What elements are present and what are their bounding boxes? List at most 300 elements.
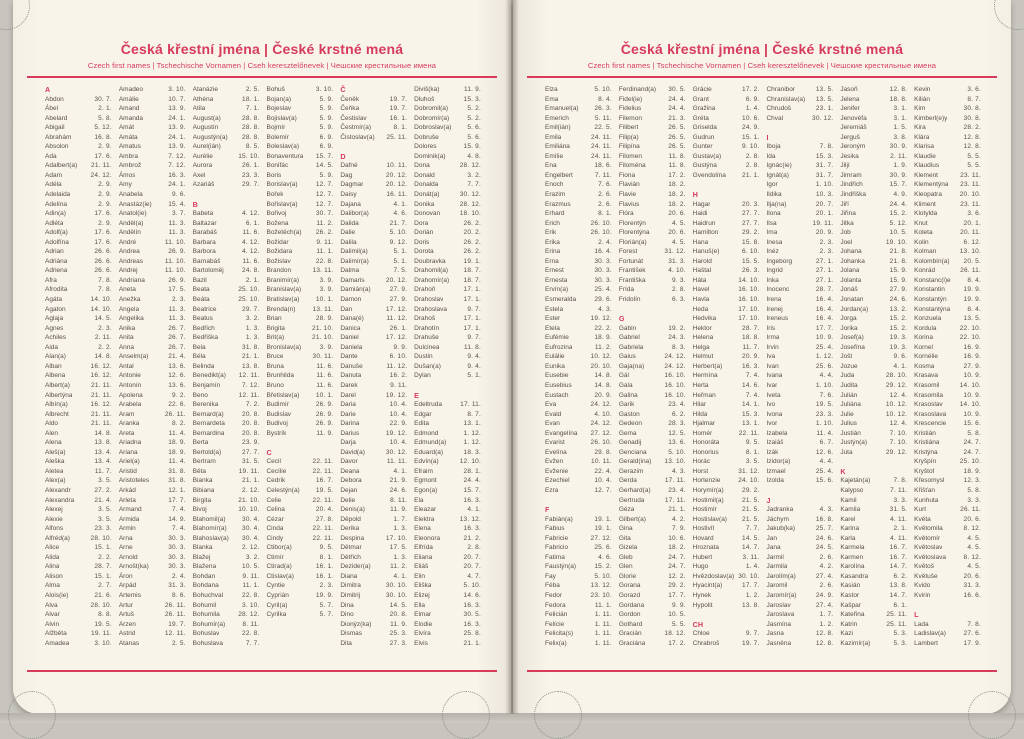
name-day-date: 16. 12. (90, 362, 112, 370)
name-day-date: 23. 4. (668, 401, 686, 409)
given-name: Blažena (192, 563, 217, 571)
name-day-entry (619, 429, 686, 439)
name-day-date: 16. 7. (889, 544, 908, 552)
name-day-entry (45, 400, 112, 410)
given-name: Křesomysl (914, 477, 945, 485)
given-name: Dismas (340, 630, 362, 638)
given-name: Květoslav (914, 544, 943, 552)
name-day-date: 24. 12. (590, 401, 612, 409)
given-name: Bedřiška (192, 334, 218, 342)
name-day-entry (414, 400, 481, 410)
name-day-entry (840, 505, 907, 515)
name-day-entry (766, 219, 833, 229)
name-day-date: 26. 6. (94, 248, 112, 256)
name-day-date: 30. 12. (385, 448, 408, 456)
name-day-date: 11. 3. (168, 229, 186, 237)
name-day-entry (45, 295, 112, 305)
name-day-date: 1. 2. (819, 620, 834, 628)
name-day-date: 26. 7. (168, 324, 186, 332)
given-name: Ezra (545, 486, 559, 494)
name-day-entry (545, 467, 612, 477)
given-name: Gorazd (618, 591, 641, 599)
name-day-entry (193, 371, 260, 381)
name-day-date: 8. 12. (963, 553, 981, 561)
name-day-date: 15. 2. (594, 563, 612, 571)
name-day-date: 8. 2. (172, 420, 186, 428)
name-day-entry (619, 180, 686, 190)
given-name: Doris (414, 238, 430, 246)
name-day-entry (914, 352, 981, 362)
name-day-entry (266, 601, 333, 611)
name-day-date: 26. 1. (242, 162, 260, 170)
name-day-entry (193, 247, 260, 257)
name-day-date: 28. 12. (238, 611, 260, 619)
name-day-date: 24. 1. (168, 133, 186, 141)
name-day-entry (766, 448, 833, 458)
given-name: Alex(a) (45, 477, 66, 485)
name-day-date: 21. 7. (389, 219, 408, 227)
given-name: Ilona (766, 210, 781, 218)
name-day-entry (266, 171, 333, 181)
name-day-date: 7. 9. (672, 525, 686, 533)
name-day-date: 7. 5. (393, 267, 408, 275)
given-name: Filemon (618, 114, 642, 122)
name-day-date: 4. 8. (467, 152, 481, 160)
name-day-entry (266, 534, 333, 544)
name-day-date: 30. 8. (963, 105, 981, 113)
given-name: Gita (618, 534, 631, 542)
given-name: Arleta (118, 496, 136, 504)
name-day-date: 13. 8. (889, 582, 908, 590)
given-name: Filip(a) (618, 133, 639, 141)
name-day-date: 25. 4. (815, 343, 834, 351)
given-name: Inesa (766, 238, 783, 246)
name-day-entry (914, 476, 981, 486)
name-day-date: 25. 6. (815, 362, 834, 370)
given-name: Budimír (266, 401, 289, 409)
name-day-entry (119, 457, 186, 467)
given-name: Knut (914, 219, 928, 227)
name-day-entry (693, 228, 760, 238)
name-day-date: 16. 3. (463, 620, 481, 628)
name-day-date: 7. 10. (889, 429, 908, 437)
name-day-date: 17. 9. (963, 639, 981, 647)
name-day-date: 11. 8. (668, 162, 686, 170)
name-day-date: 16. 4. (594, 248, 612, 256)
given-name: Inocenc (766, 286, 790, 294)
name-day-entry (545, 247, 612, 257)
name-day-date: 26. 10. (590, 229, 612, 237)
name-day-date: 9. 6. (893, 353, 908, 361)
given-name: Davor (340, 458, 358, 466)
spacer-row (414, 381, 481, 391)
name-day-date: 11. 10. (164, 267, 186, 275)
name-day-entry (119, 381, 186, 391)
name-day-date: 13. 5. (815, 86, 834, 93)
given-name: Albrecht (45, 410, 69, 418)
name-day-date: 7. 11. (890, 486, 908, 494)
letter-header (766, 133, 833, 143)
name-day-entry (193, 114, 260, 124)
given-name: Jorga (840, 315, 857, 323)
name-day-date: 3. 10. (315, 86, 334, 93)
name-day-entry (266, 553, 333, 563)
name-day-entry (840, 305, 907, 315)
name-day-date: 8. 1. (745, 448, 760, 456)
given-name: Apolena (118, 391, 143, 399)
given-name: Bernard(a) (192, 410, 224, 418)
name-day-entry (193, 419, 260, 429)
given-name: Dalila (340, 238, 357, 246)
name-day-date: 10. 9. (963, 391, 981, 399)
name-day-entry (193, 152, 260, 162)
name-day-entry (266, 200, 333, 210)
name-day-entry (619, 438, 686, 448)
name-day-date: 26. 5. (668, 124, 686, 132)
name-day-entry (619, 524, 686, 534)
name-day-entry (766, 467, 833, 477)
name-day-entry (340, 190, 407, 200)
given-name: Konrád (914, 267, 936, 275)
name-day-entry (119, 305, 186, 315)
name-day-entry (840, 352, 907, 362)
name-day-entry (266, 543, 333, 553)
name-day-entry (414, 572, 481, 582)
name-day-date: 27. 12. (590, 429, 612, 437)
name-day-date: 16. 6. (963, 591, 981, 599)
name-day-entry (340, 610, 407, 620)
given-name: Jana (766, 544, 781, 552)
name-day-date: 2. 12. (242, 544, 260, 552)
name-day-entry (45, 419, 112, 429)
name-day-date: 23. 9. (242, 439, 260, 447)
name-day-date: 15. 2. (889, 324, 908, 332)
name-day-date: 16. 9. (963, 353, 981, 361)
name-day-date: 2. 5. (172, 639, 186, 647)
name-day-entry (545, 133, 612, 143)
given-name: Adelína (45, 200, 68, 208)
given-name: Brit(a) (266, 334, 285, 342)
given-name: Klaudius (914, 162, 940, 170)
name-day-entry (340, 620, 407, 630)
name-day-date: 13. 6. (668, 439, 686, 447)
name-day-date: 27. 7. (742, 210, 760, 218)
given-name: Hagar (692, 200, 711, 208)
name-day-date: 15. 2. (889, 210, 908, 218)
given-name: Ilsa (766, 219, 777, 227)
name-day-entry (414, 486, 481, 496)
name-day-date: 13. 10. (664, 458, 686, 466)
name-day-entry (619, 381, 686, 391)
name-day-date: 16. 12. (90, 372, 112, 380)
given-name: Bonifác (266, 162, 289, 170)
given-name: Jimram (840, 171, 862, 179)
given-name: Amanda (118, 114, 144, 122)
name-day-entry (766, 534, 833, 544)
name-day-entry (266, 247, 333, 257)
name-day-entry (545, 352, 612, 362)
given-name: Ferdinand(a) (618, 86, 657, 93)
given-name: Emanuel(a) (545, 105, 579, 113)
name-day-entry (266, 410, 333, 420)
name-day-date: 13. 8. (242, 362, 260, 370)
given-name: Bohdana (192, 582, 219, 590)
name-day-entry (840, 314, 907, 324)
given-name: Fabián(a) (545, 515, 573, 523)
name-day-entry (545, 391, 612, 401)
name-day-date: 3. 2. (245, 553, 260, 561)
name-day-date: 2. 2. (98, 553, 112, 561)
name-day-date: 21. 8. (889, 248, 908, 256)
name-day-date: 26. 7. (168, 343, 186, 351)
name-day-entry (45, 448, 112, 458)
name-day-entry (119, 219, 186, 229)
name-day-date: 7. 7. (745, 525, 760, 533)
name-day-entry (45, 391, 112, 401)
name-day-entry (414, 266, 481, 276)
page-title: Česká křestní jména | České krstné mená (120, 41, 404, 57)
name-day-entry (766, 85, 833, 95)
name-day-entry (619, 457, 686, 467)
given-name: Klotylda (914, 210, 938, 218)
given-name: Gražina (692, 105, 716, 113)
name-day-date: 6. 2. (893, 572, 908, 580)
name-day-entry (619, 295, 686, 305)
name-day-entry (266, 352, 333, 362)
given-name: Gedeon (618, 420, 642, 428)
name-day-entry (545, 95, 612, 105)
name-day-date: 24. 4. (668, 105, 686, 113)
name-day-date: 3. 6. (967, 86, 981, 93)
name-day-entry (840, 591, 907, 601)
name-day-entry (414, 114, 481, 124)
given-name: Egon(a) (414, 486, 438, 494)
given-name: Dylan (414, 372, 431, 380)
name-day-date: 29. 12. (885, 381, 908, 389)
name-day-date: 30. 3. (168, 534, 186, 542)
name-day-entry (914, 247, 981, 257)
name-day-entry (193, 543, 260, 553)
given-name: Emerich (545, 114, 569, 122)
name-day-entry (840, 391, 907, 401)
given-name: Evan (545, 420, 560, 428)
name-day-date: 24. 6. (389, 486, 408, 494)
name-day-date: 21. 1. (463, 639, 481, 647)
name-day-date: 16. 3. (463, 496, 481, 504)
name-day-entry (914, 591, 981, 601)
name-day-entry (840, 381, 907, 391)
given-name: Eufémie (545, 334, 569, 342)
given-name: Adolfína (45, 238, 69, 246)
name-day-entry (45, 180, 112, 190)
given-name: Haidi (692, 210, 708, 218)
given-name: Jenifer (840, 105, 860, 113)
name-day-entry (840, 257, 907, 267)
name-day-date: 20. 12. (385, 181, 408, 189)
given-name: Job (840, 229, 851, 237)
name-day-date: 9. 5. (319, 544, 334, 552)
name-day-date: 24. 3. (668, 334, 686, 342)
name-day-date: 12. 7. (315, 191, 334, 199)
name-day-date: 26. 3. (594, 105, 612, 113)
name-day-entry (840, 601, 907, 611)
name-day-date: 15. 8. (742, 238, 760, 246)
given-name: Jindřich (840, 181, 863, 189)
given-name: Hynek (692, 591, 712, 599)
name-day-date: 16. 1. (315, 563, 334, 571)
given-name: Damaris (340, 276, 365, 284)
given-name: Edgar (414, 410, 432, 418)
name-day-date: 4. 1. (393, 467, 408, 475)
name-day-date: 10. 1. (315, 391, 334, 399)
given-name: Arna (118, 534, 133, 542)
name-day-date: 24. 7. (963, 448, 981, 456)
name-day-entry (914, 400, 981, 410)
name-day-date: 30. 4. (242, 525, 260, 533)
name-day-date: 16. 3. (168, 171, 186, 179)
name-day-entry (693, 95, 760, 105)
given-name: Ctimír (266, 553, 284, 561)
name-day-date: 29. 8. (594, 448, 612, 456)
given-name: Graciána (618, 639, 646, 647)
given-name: Bibiana (192, 486, 215, 494)
name-day-entry (119, 247, 186, 257)
name-day-entry (840, 133, 907, 143)
given-name: Fortunát (618, 257, 644, 265)
name-day-date: 9. 4. (467, 353, 481, 361)
name-day-entry (340, 515, 407, 525)
given-name: Kliment (914, 200, 936, 208)
name-column (119, 85, 186, 648)
name-day-entry (693, 85, 760, 95)
given-name: Amát (118, 124, 134, 132)
given-name: Gaius (618, 353, 636, 361)
name-day-entry (914, 381, 981, 391)
page-left (13, 0, 511, 714)
name-day-entry (266, 343, 333, 353)
name-day-entry (45, 123, 112, 133)
name-day-date: 10. 12. (885, 410, 908, 418)
given-name: Ambrož (118, 162, 142, 170)
name-day-date: 1. 10. (815, 181, 834, 189)
given-name: Herta (692, 381, 709, 389)
name-day-date: 12. 7. (315, 181, 334, 189)
name-day-date: 21. 10. (312, 334, 334, 342)
given-name: Justián (840, 429, 861, 437)
name-day-entry (340, 429, 407, 439)
given-name: Armin (118, 525, 136, 533)
name-day-entry (545, 629, 612, 639)
name-day-date: 5. 7. (319, 601, 334, 609)
name-day-entry (840, 562, 907, 572)
name-day-entry (414, 620, 481, 630)
name-day-entry (119, 152, 186, 162)
given-name: Dionýz(ka) (340, 620, 372, 628)
given-name: Hostimír (692, 506, 717, 514)
given-name: Hypolit (692, 601, 713, 609)
name-day-date: 22. 8. (242, 591, 260, 599)
name-day-date: 27. 9. (963, 362, 981, 370)
name-day-date: 19. 3. (889, 334, 908, 342)
given-name: Ignác(ie) (766, 162, 792, 170)
name-day-date: 19. 3. (889, 343, 908, 351)
name-day-date: 27. 7. (742, 219, 760, 227)
given-name: Anita (118, 334, 134, 342)
name-day-date: 12. 5. (668, 429, 686, 437)
given-name: Jeremiáš (840, 124, 867, 132)
given-name: Irvin (766, 343, 779, 351)
name-day-entry (119, 476, 186, 486)
given-name: Afra (45, 276, 57, 284)
name-day-entry (193, 171, 260, 181)
name-day-date: 4. 11. (890, 515, 908, 523)
name-day-date: 1. 9. (893, 162, 908, 170)
name-day-date: 10. 4. (389, 401, 408, 409)
given-name: Blahoslav(a) (192, 534, 229, 542)
given-name: Gleb (618, 553, 633, 561)
name-day-date: 10. 9. (815, 334, 834, 342)
name-day-entry (693, 639, 760, 649)
name-day-date: 30. 10. (385, 582, 408, 590)
name-day-entry (340, 476, 407, 486)
name-day-entry (45, 133, 112, 143)
name-day-date: 5. 2. (467, 105, 481, 113)
name-day-entry (45, 95, 112, 105)
name-day-entry (619, 171, 686, 181)
given-name: Cyprián (266, 591, 289, 599)
name-day-date: 3. 2. (245, 315, 260, 323)
name-day-date: 4. 3. (672, 467, 686, 475)
name-day-entry (693, 581, 760, 591)
name-day-date: 3. 10. (94, 639, 112, 647)
name-day-date: 5. 11. (594, 114, 612, 122)
given-name: Augustýn(a) (192, 133, 228, 141)
given-name: Flavie (618, 191, 637, 199)
name-day-date: 3. 8. (893, 133, 908, 141)
name-day-entry (545, 581, 612, 591)
given-name: Dalimír(a) (340, 257, 369, 265)
name-day-entry (119, 333, 186, 343)
name-day-entry (340, 486, 407, 496)
given-name: Anselm(a) (118, 353, 149, 361)
name-day-date: 26. 2. (463, 219, 481, 227)
name-day-date: 16. 2. (389, 372, 408, 380)
name-day-date: 26. 11. (164, 601, 186, 609)
name-day-entry (545, 238, 612, 248)
given-name: Jitka (840, 219, 854, 227)
corner-dotted-arc (442, 691, 490, 739)
name-day-entry (193, 620, 260, 630)
name-day-entry (766, 371, 833, 381)
name-day-entry (619, 247, 686, 257)
name-day-date: 15. 3. (463, 95, 481, 103)
name-day-date: 19. 12. (385, 391, 408, 399)
name-day-entry (193, 142, 260, 152)
name-day-date: 2. 9. (98, 191, 112, 199)
given-name: Felix(a) (545, 639, 567, 647)
given-name: Inéz (766, 248, 779, 256)
given-name: Cyntie (266, 582, 285, 590)
given-name: Dina (340, 601, 354, 609)
name-day-date: 19. 12. (385, 429, 408, 437)
name-day-entry (693, 534, 760, 544)
name-day-date: 10. 5. (242, 563, 260, 571)
name-day-date: 5. 3. (893, 630, 908, 638)
name-day-entry (340, 467, 407, 477)
given-name: Gerazim (618, 467, 644, 475)
name-day-date: 30. 3. (168, 563, 186, 571)
name-day-entry (45, 209, 112, 219)
